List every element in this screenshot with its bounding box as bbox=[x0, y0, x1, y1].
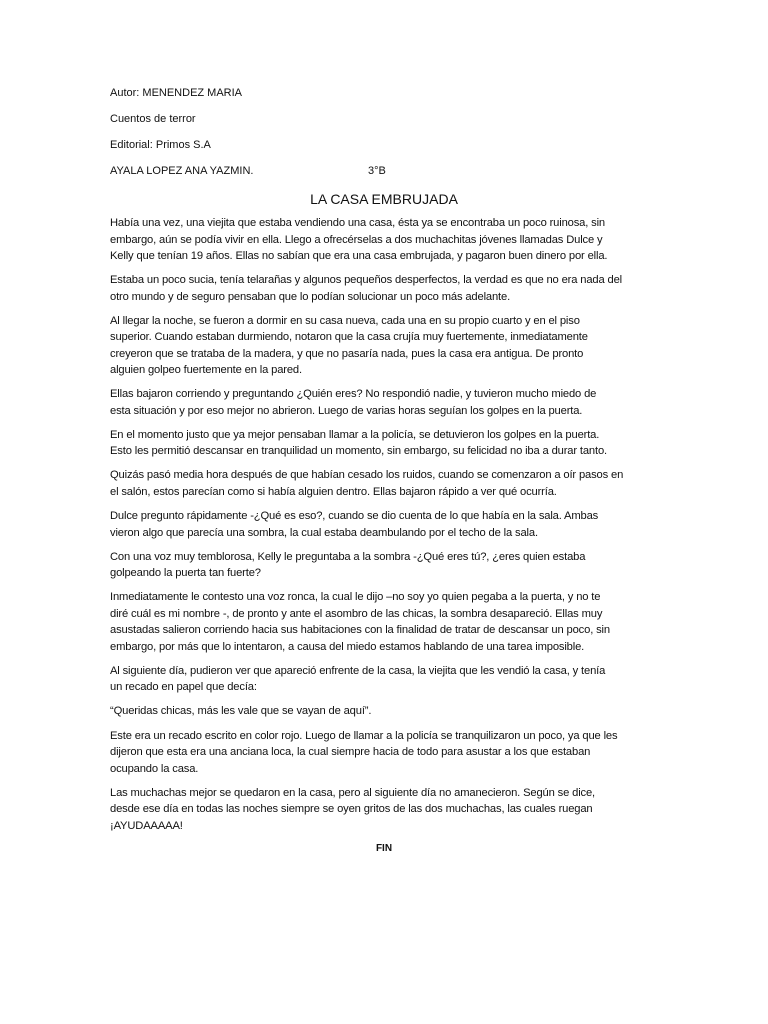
text-line: asustadas salieron corriendo hacia sus habitaciones con la finalidad de tratar de descansar un poco, sin bbox=[110, 624, 610, 637]
text-line: esta situación y por eso mejor no abrieron. Luego de varias horas seguían los golpes en la puerta. bbox=[110, 404, 583, 417]
text-line: el salón, estos parecían como si había alguien dentro. Ellas bajaron rápido a ver qué ocurría. bbox=[110, 485, 557, 498]
paragraph bbox=[110, 508, 670, 541]
text-line: creyeron que se trataba de la madera, y que no pasaría nada, pues la casa era antigua. De pronto bbox=[110, 347, 584, 360]
text-line: ocupando la casa. bbox=[110, 762, 199, 775]
story-body bbox=[110, 215, 670, 834]
paragraph bbox=[110, 703, 670, 720]
text-line: Quizás pasó media hora después de que habían cesado los ruidos, cuando se comenzaron a oír pasos en bbox=[110, 469, 624, 482]
paragraph bbox=[110, 589, 670, 655]
text-line: desde ese día en todas las noches siempre se oyen gritos de las dos muchachas, las cuales ruegan bbox=[110, 803, 593, 816]
document-page bbox=[110, 85, 670, 854]
text-line: golpeando la puerta tan fuerte? bbox=[110, 567, 261, 580]
text-line: un recado en papel que decía: bbox=[110, 681, 257, 694]
paragraph bbox=[110, 467, 670, 500]
text-line: diré cuál es mi nombre -, de pronto y ante el asombro de las chicas, la sombra desapareció. Ellas muy bbox=[110, 607, 603, 620]
student-name: AYALA LOPEZ ANA YAZMIN. bbox=[110, 165, 254, 177]
genre-line: Cuentos de terror bbox=[110, 113, 196, 125]
text-line: Estaba un poco sucia, tenía telarañas y algunos pequeños desperfectos, la verdad es que no era nada del bbox=[110, 274, 622, 287]
paragraph bbox=[110, 785, 670, 835]
text-line: embargo, aún se podía vivir en ella. Llego a ofrecérselas a dos muchachitas jóvenes llamadas Dulce y bbox=[110, 233, 603, 246]
paragraph bbox=[110, 663, 670, 696]
paragraph bbox=[110, 215, 670, 265]
text-line: otro mundo y de seguro pensaban que lo podían solucionar un poco más adelante. bbox=[110, 290, 511, 303]
publisher-line: Editorial: Primos S.A bbox=[110, 139, 211, 151]
text-line: Kelly que tenían 19 años. Ellas no sabían que era una casa embrujada, y pagaron buen dinero por ella. bbox=[110, 250, 608, 262]
story-title: LA CASA EMBRUJADA bbox=[310, 191, 458, 207]
student-grade: 3°B bbox=[368, 165, 386, 177]
paragraph bbox=[110, 549, 670, 582]
text-line: Había una vez, una viejita que estaba vendiendo una casa, ésta ya se encontraba un poco ruinosa, sin bbox=[110, 217, 606, 229]
text-line: superior. Cuando estaban durmiendo, notaron que la casa crujía muy fuertemente, inmediatamente bbox=[110, 331, 588, 344]
paragraph bbox=[110, 427, 670, 460]
paragraph bbox=[110, 728, 670, 778]
text-line: Dulce pregunto rápidamente -¿Qué es eso?, cuando se dio cuenta de lo que había en la sala. Ambas bbox=[110, 510, 599, 523]
text-line: vieron algo que parecía una sombra, la cual estaba deambulando por el techo de la sala. bbox=[110, 526, 538, 539]
text-line: Este era un recado escrito en color rojo. Luego de llamar a la policía se tranquilizaron un poco, ya que les bbox=[110, 729, 618, 742]
text-line: Ellas bajaron corriendo y preguntando ¿Quién eres? No respondió nadie, y tuvieron mucho miedo de bbox=[110, 388, 597, 401]
text-line: Inmediatamente le contesto una voz ronca, la cual le dijo –no soy yo quien pegaba a la puerta, y no te bbox=[110, 591, 601, 604]
paragraph bbox=[110, 272, 670, 305]
author-line: Autor: MENENDEZ MARIA bbox=[110, 87, 243, 99]
text-line: “Queridas chicas, más les vale que se vayan de aquí”. bbox=[110, 705, 372, 718]
text-line: Esto les permitió descansar en tranquilidad un momento, sin embargo, su felicidad no iba a durar tanto. bbox=[110, 445, 607, 458]
paragraph bbox=[110, 313, 670, 379]
text-line: Las muchachas mejor se quedaron en la casa, pero al siguiente día no amanecieron. Según se dice, bbox=[110, 786, 596, 799]
text-line: ¡AYUDAAAAA! bbox=[110, 819, 183, 832]
text-line: dijeron que esta era una anciana loca, la cual siempre hacia de todo para asustar a los que estaban bbox=[110, 746, 591, 759]
text-line: Al siguiente día, pudieron ver que apareció enfrente de la casa, la viejita que les vendió la casa, y tenía bbox=[110, 664, 606, 677]
text-line: embargo, por más que lo intentaron, a causa del miedo estamos hablando de una tarea imposible. bbox=[110, 640, 585, 653]
paragraph bbox=[110, 386, 670, 419]
text-line: Con una voz muy temblorosa, Kelly le preguntaba a la sombra -¿Qué eres tú?, ¿eres quien estaba bbox=[110, 550, 586, 563]
text-line: alguien golpeo fuertemente en la pared. bbox=[110, 364, 302, 377]
end-mark: FIN bbox=[375, 843, 393, 855]
text-line: Al llegar la noche, se fueron a dormir en su casa nueva, cada una en su propio cuarto y en el piso bbox=[110, 314, 580, 327]
student-line bbox=[110, 163, 670, 180]
text-line: En el momento justo que ya mejor pensaban llamar a la policía, se detuvieron los golpes en la puerta. bbox=[110, 428, 600, 441]
